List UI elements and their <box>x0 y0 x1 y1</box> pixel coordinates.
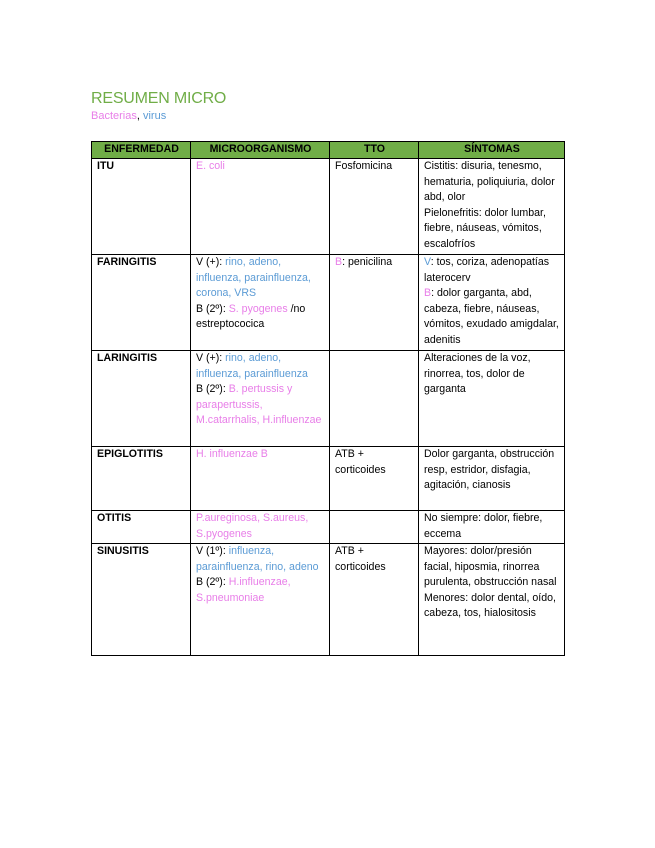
treatment-paragraph <box>335 447 414 478</box>
symptoms-paragraph <box>424 591 560 622</box>
treatment-paragraph <box>335 544 414 575</box>
table-row <box>92 351 565 447</box>
header-disease: ENFERMEDAD <box>92 142 191 159</box>
text-segment: V (+): <box>196 352 226 364</box>
organism-cell <box>191 447 330 511</box>
symptoms-paragraph <box>424 286 560 348</box>
header-treatment: TTO <box>330 142 419 159</box>
disease-cell: ITU <box>92 159 191 255</box>
symptoms-cell <box>419 255 565 351</box>
table-row <box>92 511 565 544</box>
text-segment: Mayores: dolor/presión facial, hiposmia, rinorrea purulenta, obstrucción nasal <box>424 545 557 589</box>
virus-text: rino, adeno, influenza, parainfluenza, corona, VRS <box>196 256 311 300</box>
disease-cell: EPIGLOTITIS <box>92 447 191 511</box>
text-segment: B (2º): <box>196 383 229 396</box>
symptoms-paragraph <box>424 544 560 591</box>
text-segment: : tos, coriza, adenopatías laterocerv <box>424 256 550 284</box>
treatment-cell <box>330 544 419 656</box>
organism-cell <box>191 255 330 351</box>
symptoms-paragraph <box>424 206 560 253</box>
symptoms-cell <box>419 159 565 255</box>
treatment-cell <box>330 255 419 351</box>
symptoms-paragraph <box>424 511 560 542</box>
treatment-cell <box>330 159 419 255</box>
text-segment: V (+): <box>196 256 226 268</box>
table-row <box>92 544 565 656</box>
virus-text: rino, adeno, influenza, parainfluenza <box>196 352 308 380</box>
organism-paragraph <box>196 351 325 382</box>
organism-paragraph <box>196 575 325 606</box>
treatment-cell <box>330 447 419 511</box>
organism-paragraph <box>196 447 325 463</box>
header-symptoms: SÍNTOMAS <box>419 142 565 159</box>
symptoms-cell <box>419 544 565 656</box>
color-legend <box>91 110 166 122</box>
text-segment: Fosfomicina <box>335 160 393 172</box>
organism-paragraph <box>196 544 325 575</box>
text-segment: ATB + corticoides <box>335 545 386 573</box>
symptoms-paragraph <box>424 351 560 398</box>
text-segment: V (1º): <box>196 545 229 557</box>
bacteria-text: P.aureginosa, S.aureus, S.pyogenes <box>196 512 309 540</box>
text-segment: Menores: dolor dental, oído, cabeza, tos, hialositosis <box>424 591 556 620</box>
page-title: RESUMEN MICRO <box>91 90 227 107</box>
symptoms-cell <box>419 351 565 447</box>
text-segment: ATB + corticoides <box>335 448 386 476</box>
text-segment: Alteraciones de la voz, rinorrea, tos, dolor de garganta <box>424 352 531 396</box>
text-segment: Cistitis: disuria, tenesmo, hematuria, poliquiuria, dolor abd, olor <box>424 160 555 204</box>
bacteria-text: S. pyogenes <box>228 302 288 315</box>
text-segment: No siempre: dolor, fiebre, eccema <box>424 512 543 540</box>
symptoms-paragraph <box>424 159 560 206</box>
text-segment: /no estreptococica <box>196 302 306 331</box>
header-organism: MICROORGANISMO <box>191 142 330 159</box>
treatment-paragraph <box>335 159 414 175</box>
organism-cell <box>191 159 330 255</box>
legend-virus: virus <box>142 110 167 122</box>
bacteria-text: B <box>424 287 432 300</box>
organism-paragraph <box>196 302 325 333</box>
organism-paragraph <box>196 511 325 542</box>
table-header-row <box>92 142 565 159</box>
table-row <box>92 159 565 255</box>
treatment-cell <box>330 351 419 447</box>
text-segment: B (2º): <box>196 576 229 589</box>
bacteria-text: B <box>335 256 343 268</box>
bacteria-text: H.influenzae, S.pneumoniae <box>196 576 291 604</box>
disease-cell: LARINGITIS <box>92 351 191 447</box>
treatment-cell <box>330 511 419 544</box>
organism-paragraph <box>196 255 325 302</box>
table-row <box>92 447 565 511</box>
table-row <box>92 255 565 351</box>
summary-table <box>91 141 565 656</box>
bacteria-text: B. pertussis y parapertussis, M.catarrhalis, H.influenzae <box>196 383 322 427</box>
organism-cell <box>191 511 330 544</box>
symptoms-cell <box>419 447 565 511</box>
treatment-paragraph <box>335 255 414 271</box>
virus-text: V <box>424 256 431 268</box>
virus-text: influenza, parainfluenza, rino, adeno <box>196 545 319 573</box>
symptoms-paragraph <box>424 255 560 286</box>
legend-separator: , <box>136 110 143 122</box>
organism-paragraph <box>196 159 325 175</box>
text-segment: B (2º): <box>196 302 229 315</box>
symptoms-cell <box>419 511 565 544</box>
organism-cell <box>191 544 330 656</box>
text-segment: Dolor garganta, obstrucción resp, estridor, disfagia, agitación, cianosis <box>424 448 555 492</box>
bacteria-text: E. coli <box>196 160 225 172</box>
disease-cell: OTITIS <box>92 511 191 544</box>
text-segment: : penicilina <box>342 256 393 268</box>
legend-bacteria: Bacterias <box>91 110 137 122</box>
symptoms-paragraph <box>424 447 560 494</box>
organism-cell <box>191 351 330 447</box>
text-segment: Pielonefritis: dolor lumbar, fiebre, náuseas, vómitos, escalofríos <box>424 206 546 250</box>
bacteria-text: H. influenzae B <box>196 448 268 460</box>
disease-cell: FARINGITIS <box>92 255 191 351</box>
disease-cell: SINUSITIS <box>92 544 191 656</box>
organism-paragraph <box>196 382 325 429</box>
text-segment: : dolor garganta, abd, cabeza, fiebre, náuseas, vómitos, exudado amigdalar, adenitis <box>424 287 559 346</box>
